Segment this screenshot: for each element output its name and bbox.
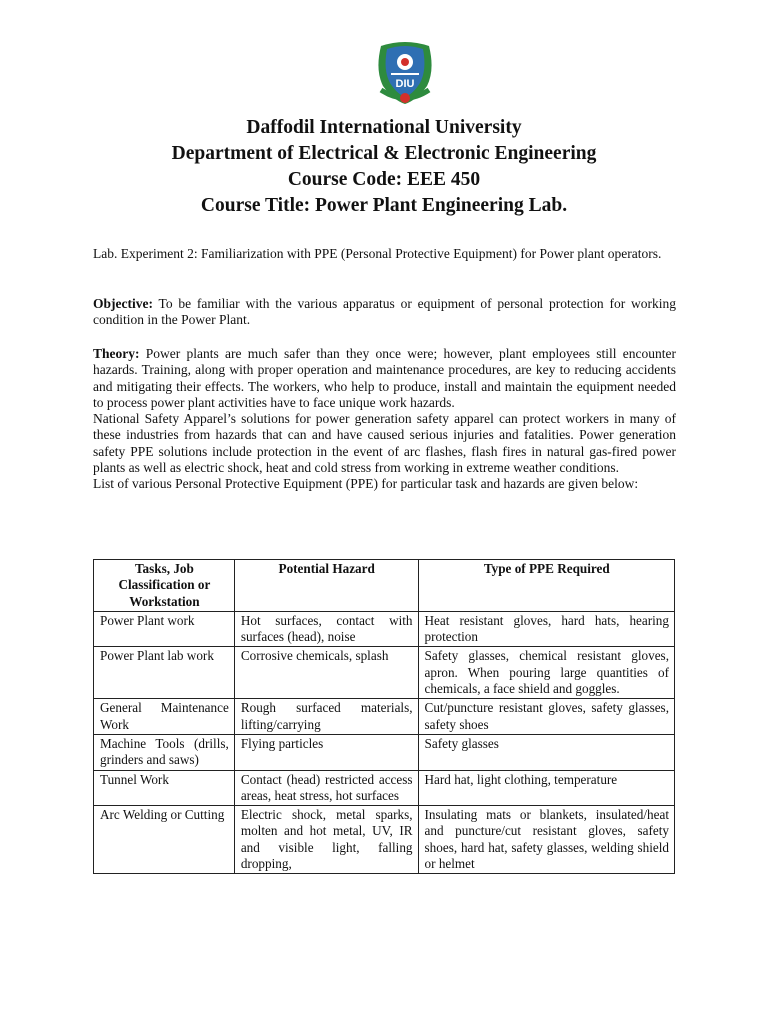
ppe-cell: Safety glasses, chemical resistant gloves, apron. When pouring large quantities of chemicals, a face shield and goggles. — [418, 647, 674, 699]
ppe-cell: Hard hat, light clothing, temperature — [418, 770, 674, 806]
objective-label: Objective: — [93, 296, 153, 311]
theory-label: Theory: — [93, 346, 140, 361]
ppe-cell: Heat resistant gloves, hard hats, hearing protection — [418, 611, 674, 647]
header-ppe: Type of PPE Required — [418, 560, 674, 612]
university-logo — [367, 40, 443, 108]
department-name: Department of Electrical & Electronic Engineering — [171, 143, 597, 164]
ppe-cell: Safety glasses — [418, 734, 674, 770]
experiment-label: Lab. Experiment 2: — [93, 246, 198, 261]
header-hazard: Potential Hazard — [234, 560, 418, 612]
header-tasks: Tasks, Job Classification or Workstation — [94, 560, 235, 612]
table-row — [94, 611, 675, 647]
hazard-cell: Corrosive chemicals, splash — [234, 647, 418, 699]
logo-text: DIU — [395, 78, 415, 90]
hazard-cell: Electric shock, metal sparks, molten and hot metal, UV, IR and visible light, falling dropping, — [234, 806, 418, 874]
task-cell: Tunnel Work — [94, 770, 235, 806]
document-header — [0, 115, 768, 219]
theory-paragraph-1 — [93, 346, 676, 411]
objective-text: To be familiar with the various apparatus or equipment of personal protection for working condition in the Power Plant. — [93, 296, 676, 328]
theory-text-1: Power plants are much safer than they once were; however, plant employees still encounter hazards. Training, along with proper operation and maintenance procedures, are key to reducing accidents and mitigating their effects. The workers, who help to produce, install and maintain the equipment needed to process power plant activities have to face unique work hazards. — [93, 346, 676, 410]
experiment-text: Familiarization with PPE (Personal Protective Equipment) for Power plant operators. — [200, 246, 662, 261]
table-row — [94, 734, 675, 770]
objective-paragraph — [93, 296, 676, 329]
experiment-paragraph — [93, 246, 676, 262]
theory-paragraph-3: List of various Personal Protective Equipment (PPE) for particular task and hazards are given below: — [93, 476, 639, 492]
task-cell: General Maintenance Work — [94, 699, 235, 735]
table-row — [94, 770, 675, 806]
ppe-cell: Insulating mats or blankets, insulated/heat and puncture/cut resistant gloves, safety shoes, hard hat, safety glasses, welding shield or helmet — [418, 806, 674, 874]
table-row — [94, 699, 675, 735]
task-cell: Machine Tools (drills, grinders and saws) — [94, 734, 235, 770]
hazard-cell: Flying particles — [234, 734, 418, 770]
theory-paragraph-2: National Safety Apparel’s solutions for power generation safety apparel can protect workers in many of these industries from hazards that can and have caused serious injuries and fatalities. Power generation safety PPE solutions include protection in the event of arc flashes, flash fires in natural gas-fired power plants as well as electric shock, heat and cold stress from working in extreme weather conditions. — [93, 411, 676, 476]
course-title: Course Title: Power Plant Engineering Lab. — [200, 195, 568, 216]
task-cell: Power Plant work — [94, 611, 235, 647]
university-name: Daffodil International University — [246, 117, 522, 138]
task-cell: Arc Welding or Cutting — [94, 806, 235, 874]
ppe-table — [93, 559, 675, 874]
table-row — [94, 806, 675, 874]
table-header-row — [94, 560, 675, 612]
hazard-cell: Contact (head) restricted access areas, heat stress, hot surfaces — [234, 770, 418, 806]
hazard-cell: Rough surfaced materials, lifting/carrying — [234, 699, 418, 735]
ppe-cell: Cut/puncture resistant gloves, safety glasses, safety shoes — [418, 699, 674, 735]
task-cell: Power Plant lab work — [94, 647, 235, 699]
hazard-cell: Hot surfaces, contact with surfaces (head), noise — [234, 611, 418, 647]
course-code: Course Code: EEE 450 — [287, 169, 481, 190]
theory-section — [93, 346, 676, 493]
table-row — [94, 647, 675, 699]
